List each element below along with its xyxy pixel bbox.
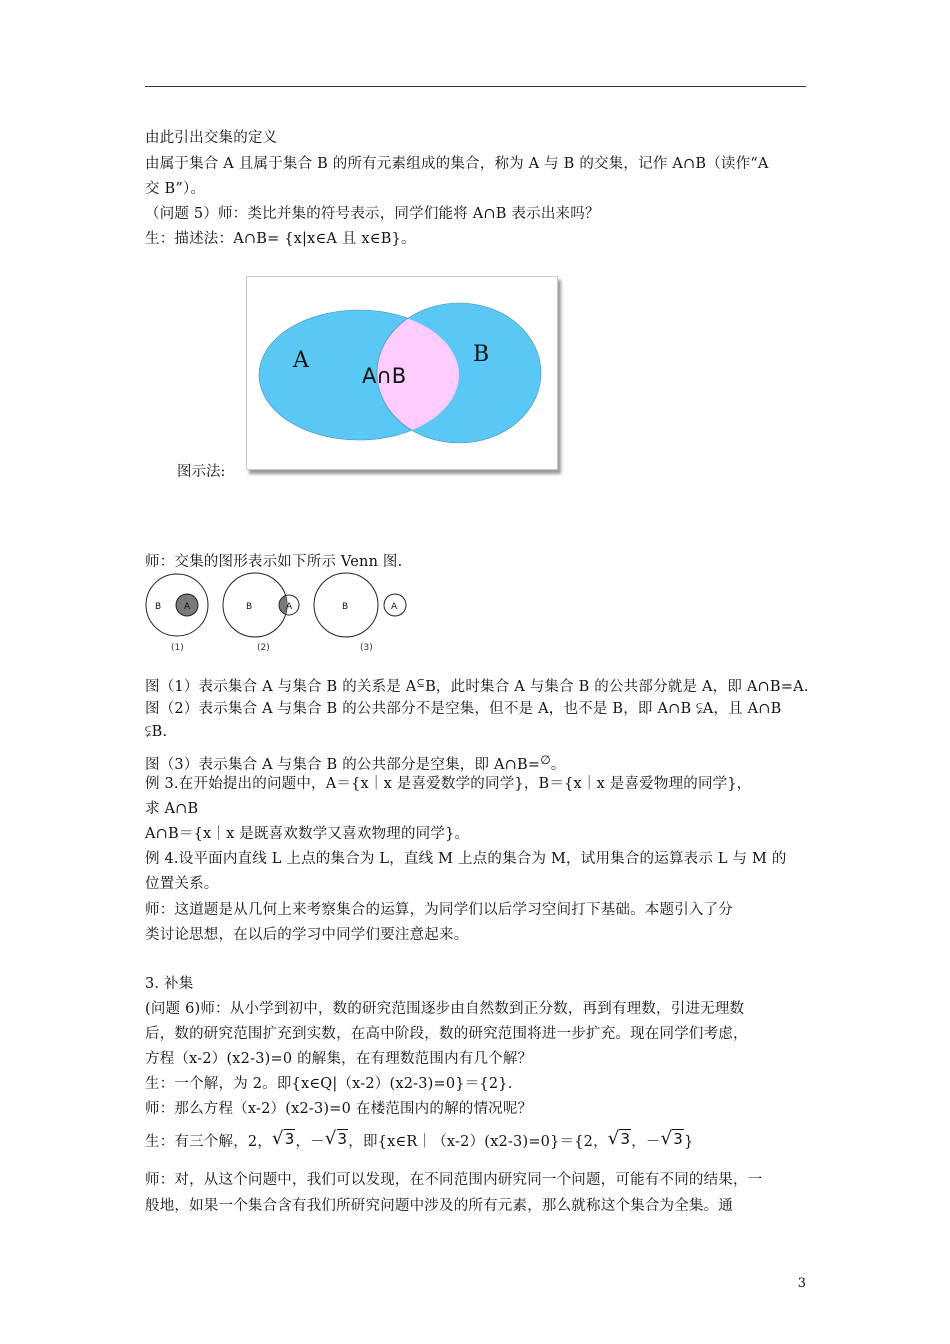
venn3-label-b: B: [342, 602, 349, 612]
radicand: 3: [337, 1130, 348, 1148]
sqrt3: √3: [272, 1128, 295, 1149]
header-rule: [145, 86, 806, 87]
text-line: 交 B”）。: [145, 181, 206, 197]
venn2-set-b: [223, 573, 287, 637]
text-line: 生：一个解，为 2。即{x∈Q|（x-2）(x2-3)=0}＝{2}.: [145, 1076, 513, 1092]
empty-set-symbol: ∅: [540, 753, 551, 767]
roots-part: }: [684, 1134, 694, 1150]
venn3-label-a: A: [391, 602, 398, 612]
roots-part: ，即{x∈R｜（x-2）(x2-3)=0}＝{2，: [348, 1134, 608, 1150]
venn3-caption: (3): [360, 643, 373, 653]
text-line: 由属于集合 A 且属于集合 B 的所有元素组成的集合，称为 A 与 B 的交集，记作 A∩B（读作“A: [145, 156, 769, 172]
fig1-part: B，此时集合 A 与集合 B 的公共部分就是 A，即 A∩B=A.: [425, 679, 809, 695]
text-line: 师：这道题是从几何上来考察集合的运算，为同学们以后学习空间打下基础。本题引入了分: [145, 902, 733, 918]
radicand: 3: [620, 1130, 631, 1148]
venn2-label-b: B: [246, 602, 253, 612]
small-venn-svg: [143, 570, 423, 656]
venn2-label-a: A: [286, 602, 293, 612]
text-line: 方程（x-2）(x2-3)=0 的解集，在有理数范围内有几个解？: [145, 1051, 533, 1067]
text-line: 例 4.设平面内直线 L 上点的集合为 L，直线 M 上点的集合为 M，试用集合的运算表示 L 与 M 的: [145, 851, 787, 867]
fig2-part: B.: [151, 724, 168, 740]
text-line: 例 3.在开始提出的问题中，A＝{x｜x 是喜爱数学的同学}，B＝{x｜x 是喜爱物理的同学}，: [145, 776, 752, 792]
subset-symbol: ⊆: [416, 678, 426, 689]
label-a: A: [293, 348, 309, 373]
text-line: 师：交集的图形表示如下所示 Venn 图.: [145, 554, 403, 570]
text-line: 师：那么方程（x-2）(x2-3)=0 在楼范围内的解的情况呢？: [145, 1101, 533, 1117]
venn-diagram-intersection: [246, 276, 558, 470]
roots-part: 生：有三个解，2，: [145, 1134, 273, 1150]
sqrt3: √3: [660, 1128, 684, 1149]
venn-svg: [247, 277, 557, 469]
fig3-part: 图（3）表示集合 A 与集合 B 的公共部分是空集，即 A∩B=: [145, 757, 541, 773]
text-line: 生：描述法：A∩B= {x|x∈A 且 x∈B}。: [145, 231, 416, 247]
fig1-part: 图（1）表示集合 A 与集合 B 的关系是 A: [145, 679, 417, 695]
text-line: 求 A∩B: [145, 801, 199, 817]
fig1-text: [145, 674, 810, 697]
text-line: 般地，如果一个集合含有我们所研究问题中涉及的所有元素，那么就称这个集合为全集。通: [145, 1198, 733, 1214]
text-line: (问题 6)师：从小学到初中，数的研究范围逐步由自然数到正分数，再到有理数，引进无理数: [145, 1001, 745, 1017]
text-line: （问题 5）师：类比并集的符号表示，同学们能将 A∩B 表示出来吗？: [145, 206, 600, 222]
roots-line: [145, 1129, 810, 1152]
text-line: 师：对，从这个问题中，我们可以发现，在不同范围内研究同一个问题，可能有不同的结果，一: [145, 1172, 763, 1188]
text-line: A∩B＝{x｜x 是既喜欢数学又喜欢物理的同学}。: [145, 826, 470, 842]
page-number: 3: [797, 1276, 806, 1291]
label-intersection: A∩B: [362, 364, 407, 388]
venn1-label-b: B: [155, 602, 162, 612]
text-line: 类讨论思想，在以后的学习中同学们要注意起来。: [145, 927, 469, 943]
figure-caption: 图示法:: [177, 464, 226, 480]
sqrt3: √3: [324, 1128, 348, 1149]
venn1-caption: (1): [171, 643, 184, 653]
radicand: 3: [284, 1130, 295, 1148]
roots-part: ，－: [295, 1134, 325, 1150]
venn2-caption: (2): [257, 643, 270, 653]
roots-part: ，－: [631, 1134, 661, 1150]
fig3-text: [145, 750, 810, 775]
section-heading: 3. 补集: [145, 976, 194, 992]
venn1-label-a: A: [184, 602, 191, 612]
text-line: 位置关系。: [145, 876, 219, 892]
fig2-text-cont: [145, 722, 810, 742]
sqrt3: √3: [607, 1128, 631, 1149]
proper-subset-symbol: ⫋: [145, 724, 152, 740]
fig2-part: A，且 A∩B: [702, 701, 782, 717]
proper-subset-symbol: ⫋: [696, 701, 703, 717]
text-line: 后，数的研究范围扩充到实数，在高中阶段，数的研究范围将进一步扩充。现在同学们考虑，: [145, 1026, 748, 1042]
text-line: 由此引出交集的定义: [145, 130, 278, 146]
label-b: B: [473, 342, 490, 367]
fig2-text: [145, 699, 810, 719]
venn-diagrams-small: [143, 570, 423, 660]
fig3-part: 。: [550, 757, 566, 773]
fig2-part: 图（2）表示集合 A 与集合 B 的公共部分不是空集，但不是 A，也不是 B，即 A∩B: [145, 701, 697, 717]
radicand: 3: [673, 1130, 684, 1148]
